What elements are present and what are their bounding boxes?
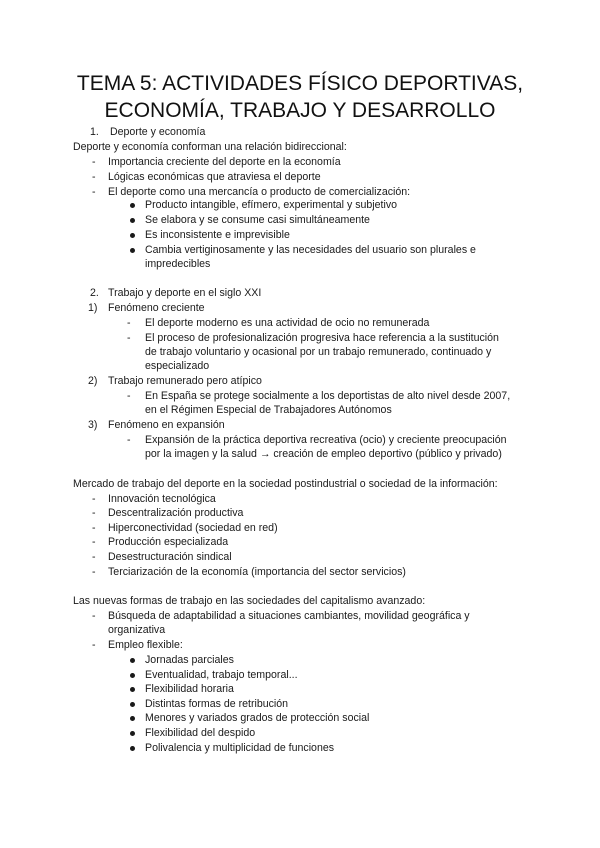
bullet-dot-icon bbox=[130, 716, 135, 721]
numbered-marker: 1) bbox=[88, 302, 98, 314]
list-item: Lógicas económicas que atraviesa el deporte bbox=[108, 171, 321, 183]
list-item-continuation: organizativa bbox=[108, 624, 166, 636]
list-item: Hiperconectividad (sociedad en red) bbox=[108, 522, 278, 534]
bullet-item: Jornadas parciales bbox=[145, 654, 234, 666]
list-item-continuation: de trabajo voluntario y ocasional por un trabajo remunerado, continuado y bbox=[145, 346, 492, 358]
bullet-item: Eventualidad, trabajo temporal... bbox=[145, 669, 298, 681]
dash-marker: - bbox=[92, 156, 96, 168]
bullet-item: Cambia vertiginosamente y las necesidades del usuario son plurales e bbox=[145, 244, 476, 256]
dash-marker: - bbox=[92, 171, 96, 183]
bullet-item: Se elabora y se consume casi simultáneamente bbox=[145, 214, 370, 226]
bullet-item: Flexibilidad horaria bbox=[145, 683, 234, 695]
bullet-item: Es inconsistente e imprevisible bbox=[145, 229, 290, 241]
dash-marker: - bbox=[92, 610, 96, 622]
list-item: Descentralización productiva bbox=[108, 507, 244, 519]
bullet-dot-icon bbox=[130, 746, 135, 751]
list-item-continuation: especializado bbox=[145, 360, 210, 372]
bullet-item: Menores y variados grados de protección social bbox=[145, 712, 370, 724]
paragraph: Deporte y economía conforman una relación bidireccional: bbox=[73, 141, 347, 153]
bullet-dot-icon bbox=[130, 248, 135, 253]
list-item: El proceso de profesionalización progresiva hace referencia a la sustitución bbox=[145, 332, 499, 344]
bullet-item: Flexibilidad del despido bbox=[145, 727, 256, 739]
bullet-item: Distintas formas de retribución bbox=[145, 698, 289, 710]
bullet-dot-icon bbox=[130, 702, 135, 707]
dash-marker: - bbox=[92, 536, 96, 548]
section-number: 2. bbox=[90, 287, 99, 299]
section-heading: Deporte y economía bbox=[110, 126, 206, 138]
dash-marker: - bbox=[92, 639, 96, 651]
list-item: Innovación tecnológica bbox=[108, 493, 216, 505]
bullet-dot-icon bbox=[130, 203, 135, 208]
numbered-item: Fenómeno en expansión bbox=[108, 419, 225, 431]
list-item: Producción especializada bbox=[108, 536, 229, 548]
bullet-dot-icon bbox=[130, 687, 135, 692]
dash-marker: - bbox=[127, 332, 131, 344]
list-item: Expansión de la práctica deportiva recreativa (ocio) y creciente preocupación bbox=[145, 434, 507, 446]
bullet-dot-icon bbox=[130, 658, 135, 663]
list-item: En España se protege socialmente a los deportistas de alto nivel desde 2007, bbox=[145, 390, 511, 402]
list-item: Importancia creciente del deporte en la economía bbox=[108, 156, 341, 168]
document-title-line-1: TEMA 5: ACTIVIDADES FÍSICO DEPORTIVAS, bbox=[76, 72, 524, 95]
document-title-line-2: ECONOMÍA, TRABAJO Y DESARROLLO bbox=[104, 99, 496, 122]
list-item: Desestructuración sindical bbox=[108, 551, 232, 563]
dash-marker: - bbox=[127, 434, 131, 446]
list-item-continuation: en el Régimen Especial de Trabajadores Autónomos bbox=[145, 404, 392, 416]
bullet-dot-icon bbox=[130, 673, 135, 678]
paragraph: Las nuevas formas de trabajo en las sociedades del capitalismo avanzado: bbox=[73, 595, 426, 607]
dash-marker: - bbox=[92, 566, 96, 578]
list-item: El deporte como una mercancía o producto de comercialización: bbox=[108, 186, 411, 198]
paragraph: Mercado de trabajo del deporte en la sociedad postindustrial o sociedad de la información: bbox=[73, 478, 498, 490]
list-item: Terciarización de la economía (importancia del sector servicios) bbox=[108, 566, 406, 578]
dash-marker: - bbox=[92, 507, 96, 519]
section-number: 1. bbox=[90, 126, 99, 138]
bullet-item-continuation: impredecibles bbox=[145, 258, 211, 270]
bullet-item: Polivalencia y multiplicidad de funciones bbox=[145, 742, 335, 754]
list-item: El deporte moderno es una actividad de ocio no remunerada bbox=[145, 317, 430, 329]
numbered-marker: 3) bbox=[88, 419, 98, 431]
bullet-item: Producto intangible, efímero, experimental y subjetivo bbox=[145, 199, 398, 211]
bullet-dot-icon bbox=[130, 218, 135, 223]
list-item-continuation: por la imagen y la salud → creación de empleo deportivo (público y privado) bbox=[145, 448, 502, 460]
dash-marker: - bbox=[92, 551, 96, 563]
list-item: Búsqueda de adaptabilidad a situaciones cambiantes, movilidad geográfica y bbox=[108, 610, 470, 622]
dash-marker: - bbox=[92, 186, 96, 198]
dash-marker: - bbox=[127, 390, 131, 402]
numbered-item: Fenómeno creciente bbox=[108, 302, 205, 314]
dash-marker: - bbox=[92, 522, 96, 534]
dash-marker: - bbox=[92, 493, 96, 505]
dash-marker: - bbox=[127, 317, 131, 329]
bullet-dot-icon bbox=[130, 731, 135, 736]
section-heading: Trabajo y deporte en el siglo XXI bbox=[108, 287, 262, 299]
bullet-dot-icon bbox=[130, 233, 135, 238]
numbered-item: Trabajo remunerado pero atípico bbox=[108, 375, 262, 387]
list-item: Empleo flexible: bbox=[108, 639, 183, 651]
numbered-marker: 2) bbox=[88, 375, 98, 387]
